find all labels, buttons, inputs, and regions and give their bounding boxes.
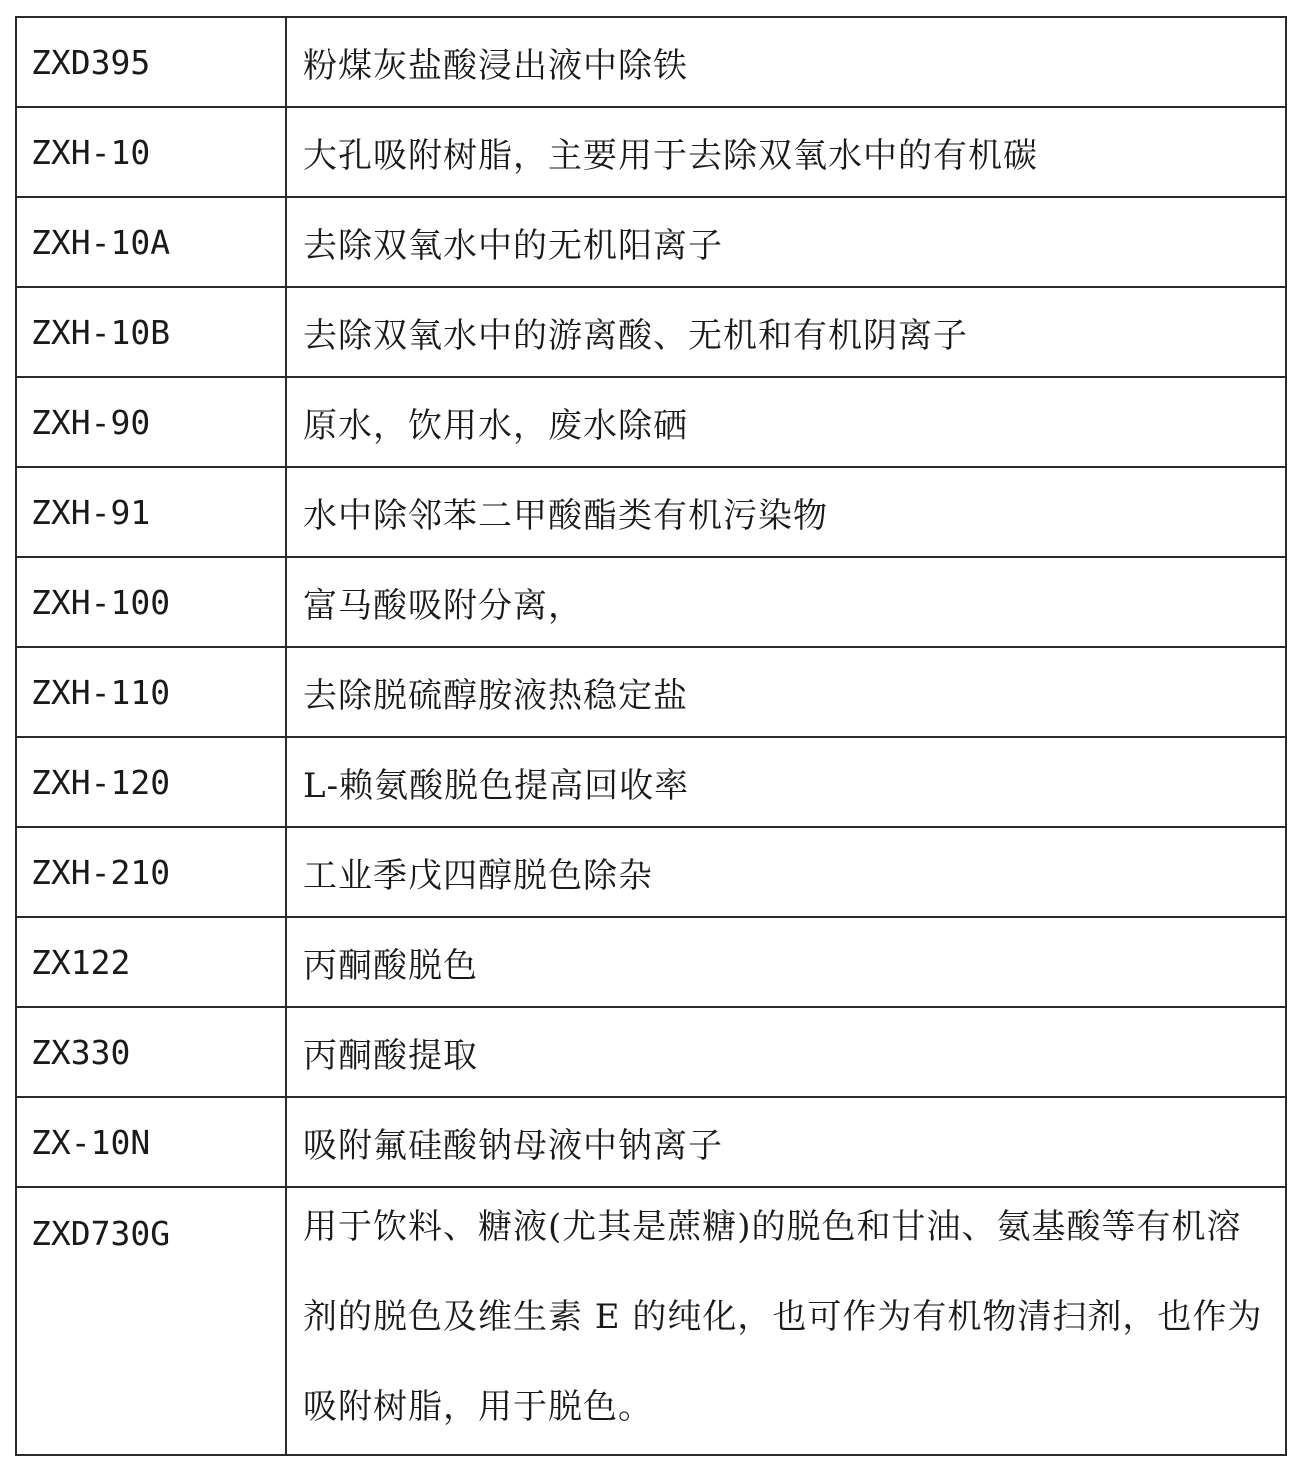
table-row <box>16 1187 1286 1455</box>
application-description-cell: 丙酮酸提取 <box>286 1007 1286 1097</box>
application-description-cell: 水中除邻苯二甲酸酯类有机污染物 <box>286 467 1286 557</box>
table-row <box>16 647 1286 737</box>
application-description-cell: 吸附氟硅酸钠母液中钠离子 <box>286 1097 1286 1187</box>
product-code-cell: ZXH-91 <box>16 467 286 557</box>
application-description-cell: 丙酮酸脱色 <box>286 917 1286 1007</box>
product-code-cell: ZXH-110 <box>16 647 286 737</box>
product-code-cell: ZXD395 <box>16 17 286 107</box>
product-code-cell: ZXD730G <box>16 1187 286 1455</box>
table-row <box>16 107 1286 197</box>
table-row <box>16 377 1286 467</box>
application-description-cell: 粉煤灰盐酸浸出液中除铁 <box>286 17 1286 107</box>
application-description-cell: 去除双氧水中的游离酸、无机和有机阴离子 <box>286 287 1286 377</box>
application-description-cell: L-赖氨酸脱色提高回收率 <box>286 737 1286 827</box>
application-description-cell: 大孔吸附树脂，主要用于去除双氧水中的有机碳 <box>286 107 1286 197</box>
product-code-cell: ZXH-10A <box>16 197 286 287</box>
table-row <box>16 197 1286 287</box>
product-application-table <box>15 16 1287 1456</box>
application-description-cell: 富马酸吸附分离， <box>286 557 1286 647</box>
application-description-cell: 原水，饮用水，废水除硒 <box>286 377 1286 467</box>
table-row <box>16 827 1286 917</box>
application-description-text: 用于饮料、糖液(尤其是蔗糖)的脱色和甘油、氨基酸等有机溶剂的脱色及维生素 E 的纯化，也可作为有机物清扫剂，也作为吸附树脂，用于脱色。 <box>303 1207 1263 1427</box>
table-row <box>16 1097 1286 1187</box>
table-row <box>16 17 1286 107</box>
table-row <box>16 287 1286 377</box>
product-code-cell: ZXH-100 <box>16 557 286 647</box>
product-code-cell: ZX330 <box>16 1007 286 1097</box>
table-row <box>16 737 1286 827</box>
application-description-cell <box>286 1187 1286 1455</box>
product-code-cell: ZXH-210 <box>16 827 286 917</box>
application-description-cell: 工业季戊四醇脱色除杂 <box>286 827 1286 917</box>
table-row <box>16 917 1286 1007</box>
product-code-cell: ZXH-10 <box>16 107 286 197</box>
application-description-cell: 去除脱硫醇胺液热稳定盐 <box>286 647 1286 737</box>
table-row <box>16 557 1286 647</box>
application-description-cell: 去除双氧水中的无机阳离子 <box>286 197 1286 287</box>
product-code-cell: ZX-10N <box>16 1097 286 1187</box>
table-row <box>16 1007 1286 1097</box>
product-code-cell: ZXH-120 <box>16 737 286 827</box>
product-code-cell: ZXH-90 <box>16 377 286 467</box>
table-row <box>16 467 1286 557</box>
product-code-cell: ZX122 <box>16 917 286 1007</box>
product-code-cell: ZXH-10B <box>16 287 286 377</box>
